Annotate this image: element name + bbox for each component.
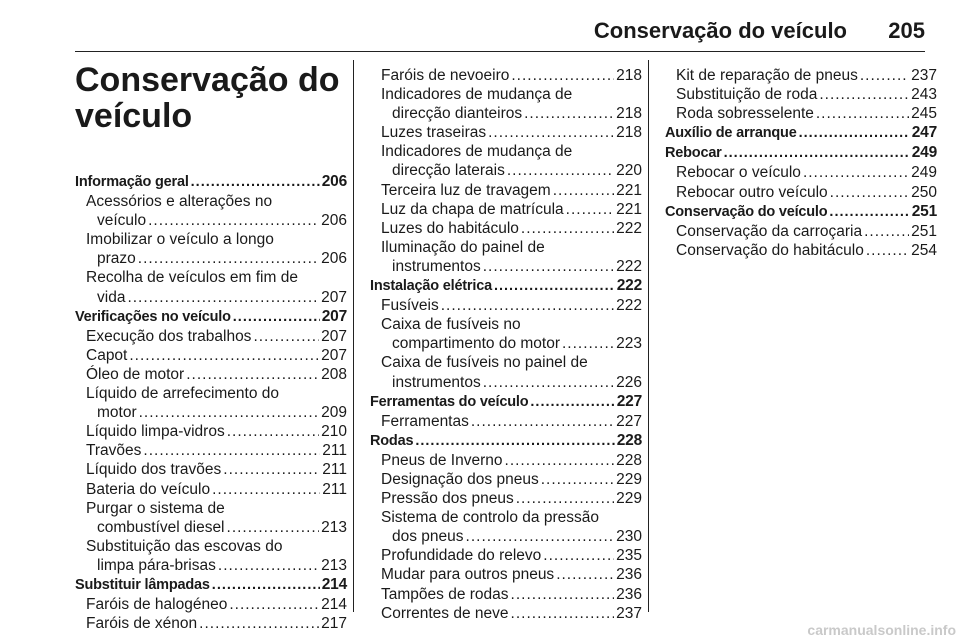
toc-section[interactable] xyxy=(370,431,642,451)
dot-leader xyxy=(866,241,909,260)
dot-leader xyxy=(511,66,614,85)
toc-entry[interactable] xyxy=(370,238,642,276)
toc-entry[interactable] xyxy=(665,222,937,241)
toc-entry-title: Luz da chapa de matrícula xyxy=(381,200,564,218)
dot-leader xyxy=(829,203,909,222)
dot-leader xyxy=(212,480,320,499)
toc-entry[interactable] xyxy=(75,327,347,346)
toc-page-number: 222 xyxy=(616,257,642,275)
toc-entry[interactable] xyxy=(370,181,642,200)
toc-entry-title: Faróis de halogéneo xyxy=(86,596,228,614)
toc-entry[interactable] xyxy=(75,384,347,422)
dot-leader xyxy=(819,85,909,104)
dot-leader xyxy=(441,296,614,315)
dot-leader xyxy=(229,595,319,614)
toc-entry-title: Rebocar outro veículo xyxy=(676,183,828,201)
toc-entry-title: Substituição de roda xyxy=(676,86,818,104)
toc-page-number: 206 xyxy=(321,250,347,268)
dot-leader xyxy=(511,585,615,604)
dot-leader xyxy=(415,432,614,451)
toc-entry-title-line: Recolha de veículos em fim de xyxy=(86,269,298,287)
header-rule xyxy=(75,51,925,52)
dot-leader xyxy=(562,334,614,353)
toc-entry[interactable] xyxy=(370,296,642,315)
toc-entry[interactable] xyxy=(370,200,642,219)
toc-entry-title-line: Purgar o sistema de xyxy=(86,499,225,517)
toc-page-number: 222 xyxy=(616,277,642,295)
toc-entry-title: Terceira luz de travagem xyxy=(381,181,551,199)
toc-entry-title: Conservação do habitáculo xyxy=(676,241,864,259)
toc-entry[interactable] xyxy=(665,163,937,182)
toc-page-number: 208 xyxy=(321,365,347,383)
toc-entry[interactable] xyxy=(370,315,642,353)
dot-leader xyxy=(541,470,614,489)
toc-page-number: 217 xyxy=(321,615,347,633)
dot-leader xyxy=(566,200,614,219)
dot-leader xyxy=(530,393,614,412)
dot-leader xyxy=(864,222,909,241)
toc-entry[interactable] xyxy=(75,192,347,230)
toc-page-number: 218 xyxy=(616,105,642,123)
toc-entry[interactable] xyxy=(75,268,347,306)
dot-leader xyxy=(524,104,614,123)
toc-page-number: 207 xyxy=(321,288,347,306)
toc-entry-title: Ferramentas xyxy=(381,412,469,430)
dot-leader xyxy=(233,308,320,327)
toc-entry[interactable] xyxy=(75,422,347,441)
dot-leader xyxy=(488,123,614,142)
toc-entry-title: limpa pára-brisas xyxy=(97,556,216,574)
toc-page-number: 254 xyxy=(911,241,937,259)
dot-leader xyxy=(191,173,320,192)
toc-page-number: 214 xyxy=(321,575,347,593)
dot-leader xyxy=(253,327,319,346)
dot-leader xyxy=(148,211,319,230)
toc-page-number: 237 xyxy=(616,604,642,622)
dot-leader xyxy=(511,604,615,623)
toc-entry-title: instrumentos xyxy=(392,373,481,391)
toc-entry-title: Ferramentas do veículo xyxy=(370,393,529,410)
toc-page-number: 229 xyxy=(616,470,642,488)
dot-leader xyxy=(223,460,320,479)
toc-entry-title: Designação dos pneus xyxy=(381,470,539,488)
toc-page-number: 207 xyxy=(321,346,347,364)
dot-leader xyxy=(543,546,614,565)
dot-leader xyxy=(553,181,614,200)
toc-entry-title: Mudar para outros pneus xyxy=(381,566,555,584)
toc-page-number: 207 xyxy=(321,327,347,345)
toc-entry-title-line: Caixa de fusíveis no xyxy=(381,316,521,334)
dot-leader xyxy=(860,66,909,85)
toc-page-number: 227 xyxy=(616,412,642,430)
running-title: Conservação do veículo xyxy=(593,18,847,43)
toc-page-number: 227 xyxy=(616,392,642,410)
dot-leader xyxy=(127,288,319,307)
toc-page-number: 222 xyxy=(616,297,642,315)
dot-leader xyxy=(483,373,614,392)
dot-leader xyxy=(138,249,319,268)
toc-entry[interactable] xyxy=(75,460,347,479)
toc-entry-title: Óleo de motor xyxy=(86,365,185,383)
toc-entry[interactable] xyxy=(75,480,347,499)
column-divider xyxy=(353,60,354,612)
toc-entry[interactable] xyxy=(665,241,937,260)
dot-leader xyxy=(816,104,909,123)
toc-entry-title: Conservação do veículo xyxy=(665,203,828,220)
toc-section[interactable] xyxy=(75,307,347,327)
toc-page-number: 228 xyxy=(616,451,642,469)
toc-page-number: 211 xyxy=(322,461,347,479)
toc-entry[interactable] xyxy=(370,604,642,623)
toc-entry-title: Faróis de nevoeiro xyxy=(381,67,510,84)
toc-page-number: 243 xyxy=(911,86,937,104)
toc-page-number: 222 xyxy=(616,219,642,237)
toc-entry[interactable] xyxy=(370,85,642,123)
toc-column-2 xyxy=(370,66,642,623)
toc-page-number: 213 xyxy=(321,556,347,574)
toc-page-number: 229 xyxy=(616,490,642,508)
toc-entry-title-line: Caixa de fusíveis no painel de xyxy=(381,354,588,372)
toc-entry[interactable] xyxy=(665,85,937,104)
dot-leader xyxy=(471,412,614,431)
toc-entry[interactable] xyxy=(665,66,937,85)
toc-entry-title: Luzes do habitáculo xyxy=(381,219,519,237)
dot-leader xyxy=(212,576,320,595)
dot-leader xyxy=(129,346,319,365)
dot-leader xyxy=(830,183,909,202)
toc-entry-title-line: Indicadores de mudança de xyxy=(381,143,573,161)
toc-entry-title: vida xyxy=(97,288,126,306)
toc-page-number: 211 xyxy=(322,442,347,460)
toc-entry-title-line: Iluminação do painel de xyxy=(381,238,545,256)
toc-page-number: 210 xyxy=(321,423,347,441)
toc-page-number: 207 xyxy=(321,307,347,325)
chapter-title: Conservação do veículo xyxy=(75,61,340,135)
toc-entry[interactable] xyxy=(370,66,642,85)
dot-leader xyxy=(466,527,615,546)
toc-entry-title: direcção laterais xyxy=(392,162,505,180)
toc-entry-title: Instalação elétrica xyxy=(370,278,492,295)
toc-entry-title: Execução dos trabalhos xyxy=(86,327,252,345)
toc-entry-title: direcção dianteiros xyxy=(392,105,523,123)
toc-section[interactable] xyxy=(665,202,937,222)
toc-entry[interactable] xyxy=(370,508,642,546)
toc-entry[interactable] xyxy=(665,104,937,123)
toc-entry[interactable] xyxy=(370,353,642,391)
toc-page-number: 249 xyxy=(911,164,937,182)
toc-page-number: 235 xyxy=(616,547,642,565)
toc-page-number: 226 xyxy=(616,373,642,391)
toc-entry-title: Substituir lâmpadas xyxy=(75,576,210,593)
dot-leader xyxy=(199,614,319,633)
toc-entry-title: Fusíveis xyxy=(381,297,439,315)
toc-entry-title: Auxílio de arranque xyxy=(665,125,797,142)
dot-leader xyxy=(507,161,614,180)
toc-page-number: 211 xyxy=(322,480,347,498)
toc-page-number: 236 xyxy=(616,566,642,584)
dot-leader xyxy=(218,556,319,575)
toc-entry[interactable] xyxy=(75,365,347,384)
toc-entry-title: Líquido limpa-vidros xyxy=(86,423,225,441)
toc-entry[interactable] xyxy=(370,565,642,584)
toc-entry[interactable] xyxy=(370,451,642,470)
toc-page-number: 250 xyxy=(911,183,937,201)
toc-section[interactable] xyxy=(75,575,347,595)
toc-page-number: 213 xyxy=(321,518,347,536)
dot-leader xyxy=(803,163,909,182)
toc-entry-title: compartimento do motor xyxy=(392,335,560,353)
toc-entry-title: Faróis de xénon xyxy=(86,615,198,633)
toc-page-number: 206 xyxy=(321,212,347,230)
toc-page-number: 218 xyxy=(616,67,642,84)
dot-leader xyxy=(799,124,910,143)
toc-entry-title: Bateria do veículo xyxy=(86,480,211,498)
toc-page-number: 218 xyxy=(616,124,642,142)
toc-entry-title: Rebocar xyxy=(665,145,722,162)
toc-entry-title: dos pneus xyxy=(392,528,464,546)
toc-page-number: 251 xyxy=(911,222,937,240)
toc-page-number: 247 xyxy=(911,124,937,142)
column-divider xyxy=(648,60,649,612)
toc-column-3 xyxy=(665,66,937,260)
toc-entry[interactable] xyxy=(370,142,642,180)
toc-page-number: 206 xyxy=(321,173,347,190)
toc-entry[interactable] xyxy=(75,595,347,614)
dot-leader xyxy=(483,257,614,276)
dot-leader xyxy=(227,518,320,537)
dot-leader xyxy=(521,219,614,238)
toc-page-number: 221 xyxy=(616,200,642,218)
toc-page-number: 236 xyxy=(616,585,642,603)
toc-column-1 xyxy=(75,172,347,633)
toc-entry-title-line: Indicadores de mudança de xyxy=(381,86,573,104)
page-header xyxy=(75,18,925,50)
dot-leader xyxy=(724,144,910,163)
toc-entry-title: Líquido dos travões xyxy=(86,461,222,479)
toc-entry-title-line: Imobilizar o veículo a longo xyxy=(86,231,274,249)
toc-entry[interactable] xyxy=(370,219,642,238)
toc-page-number: 230 xyxy=(616,528,642,546)
toc-entry-title: Travões xyxy=(86,442,142,460)
toc-entry-title-line: Sistema de controlo da pressão xyxy=(381,509,599,527)
toc-entry[interactable] xyxy=(370,546,642,565)
toc-page-number: 237 xyxy=(911,67,937,84)
toc-section[interactable] xyxy=(370,276,642,296)
toc-entry-title: veículo xyxy=(97,212,147,230)
toc-entry-title: prazo xyxy=(97,250,136,268)
toc-entry-title: Verificações no veículo xyxy=(75,308,231,325)
toc-entry[interactable] xyxy=(370,585,642,604)
toc-entry-title: Correntes de neve xyxy=(381,604,509,622)
toc-entry-title-line: Acessórios e alterações no xyxy=(86,193,273,211)
toc-section[interactable] xyxy=(370,392,642,412)
toc-page-number: 251 xyxy=(911,202,937,220)
toc-entry[interactable] xyxy=(370,470,642,489)
toc-entry[interactable] xyxy=(75,441,347,460)
toc-entry[interactable] xyxy=(75,537,347,575)
toc-entry[interactable] xyxy=(370,489,642,508)
dot-leader xyxy=(139,403,320,422)
toc-entry-title: instrumentos xyxy=(392,257,481,275)
toc-page-number: 249 xyxy=(911,144,937,162)
toc-entry[interactable] xyxy=(75,499,347,537)
toc-entry[interactable] xyxy=(75,230,347,268)
toc-section[interactable] xyxy=(665,123,937,143)
toc-entry-title: combustível diesel xyxy=(97,518,225,536)
toc-entry[interactable] xyxy=(75,614,347,633)
toc-entry-title: Luzes traseiras xyxy=(381,124,487,142)
toc-entry-title: Tampões de rodas xyxy=(381,585,509,603)
toc-entry-title: Pneus de Inverno xyxy=(381,451,503,469)
toc-entry[interactable] xyxy=(370,123,642,142)
toc-page-number: 228 xyxy=(616,431,642,449)
dot-leader xyxy=(556,565,614,584)
toc-page-number: 221 xyxy=(616,181,642,199)
page-number: 205 xyxy=(888,18,925,43)
dot-leader xyxy=(186,365,319,384)
toc-entry-title: Conservação da carroçaria xyxy=(676,222,863,240)
toc-entry[interactable] xyxy=(665,183,937,202)
toc-entry-title: Rebocar o veículo xyxy=(676,164,801,182)
dot-leader xyxy=(143,441,320,460)
dot-leader xyxy=(227,422,319,441)
watermark: carmanualsonline.info xyxy=(807,622,956,638)
toc-page-number: 209 xyxy=(321,404,347,422)
dot-leader xyxy=(494,277,615,296)
toc-page-number: 214 xyxy=(321,596,347,614)
toc-entry-title: Capot xyxy=(86,346,128,364)
toc-section[interactable] xyxy=(75,172,347,192)
toc-section[interactable] xyxy=(665,143,937,163)
toc-entry-title: Roda sobresselente xyxy=(676,105,814,123)
dot-leader xyxy=(516,489,614,508)
toc-entry-title-line: Líquido de arrefecimento do xyxy=(86,385,280,403)
dot-leader xyxy=(505,451,615,470)
toc-entry[interactable] xyxy=(75,346,347,365)
toc-entry-title-line: Substituição das escovas do xyxy=(86,537,283,555)
toc-entry-title: Informação geral xyxy=(75,174,189,190)
toc-entry-title: Pressão dos pneus xyxy=(381,490,514,508)
toc-entry-title: Rodas xyxy=(370,432,414,449)
toc-entry-title: motor xyxy=(97,404,137,422)
toc-entry-title: Profundidade do relevo xyxy=(381,547,542,565)
toc-entry[interactable] xyxy=(370,412,642,431)
toc-entry-title: Kit de reparação de pneus xyxy=(676,67,858,84)
toc-page-number: 223 xyxy=(616,335,642,353)
toc-page-number: 245 xyxy=(911,105,937,123)
toc-page-number: 220 xyxy=(616,162,642,180)
